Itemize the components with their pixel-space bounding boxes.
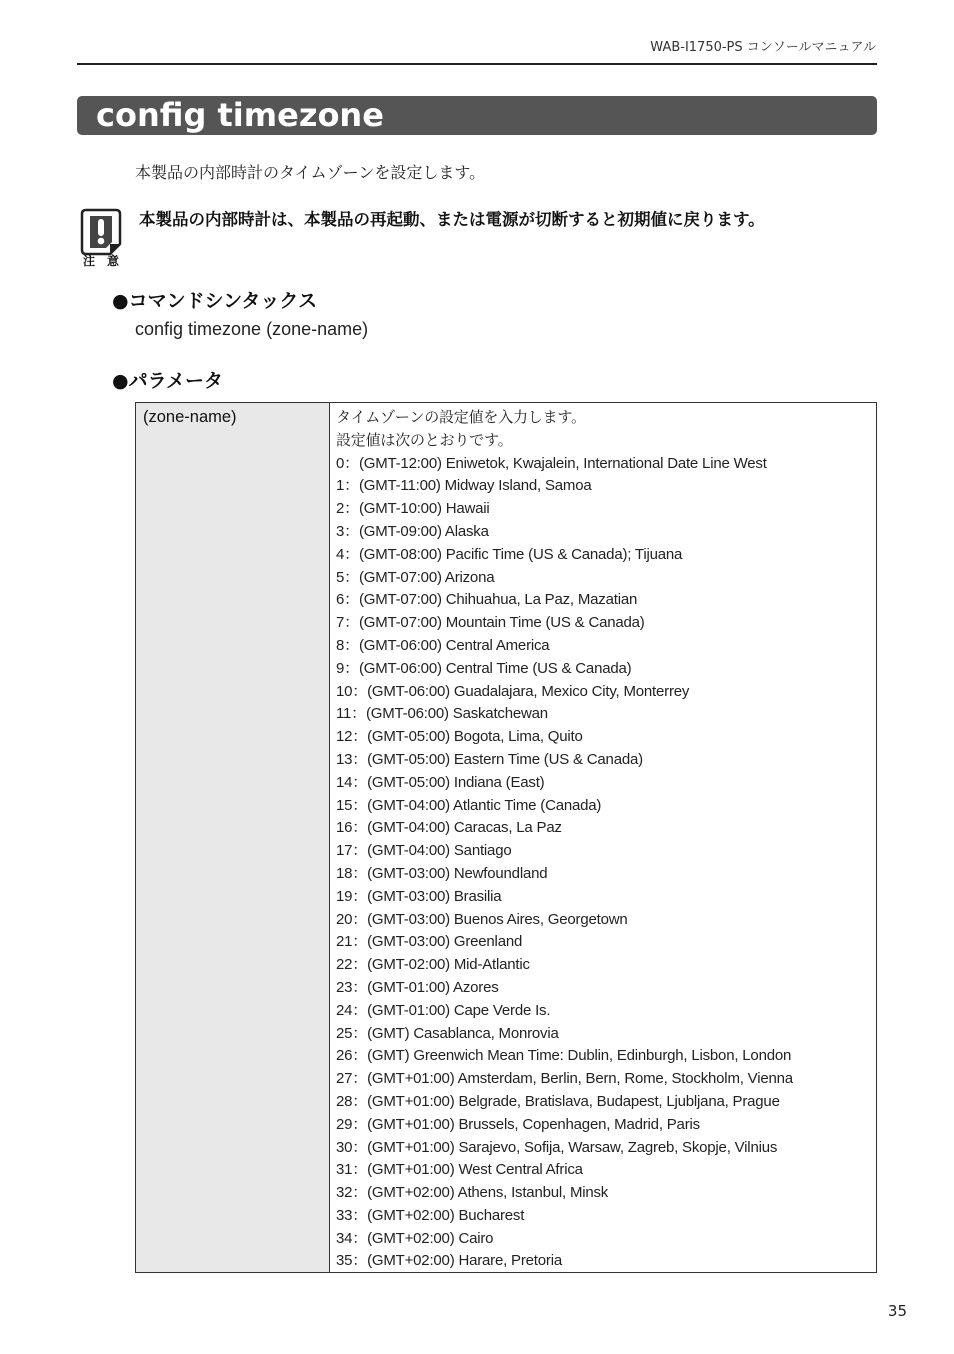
intro-text: 本製品の内部時計のタイムゾーンを設定します。: [135, 163, 486, 182]
description-line: 17：(GMT-04:00) Santiago: [336, 842, 512, 860]
description-line: 23：(GMT-01:00) Azores: [336, 978, 499, 996]
description-line: 22：(GMT-02:00) Mid-Atlantic: [336, 956, 530, 974]
caution-icon: [78, 206, 124, 268]
description-line: 14：(GMT-05:00) Indiana (East): [336, 773, 545, 791]
parameter-table: [135, 402, 877, 1273]
description-line: 13：(GMT-05:00) Eastern Time (US & Canada): [336, 750, 643, 768]
syntax-heading: ●コマンドシンタックス: [112, 290, 318, 312]
description-line: 18：(GMT-03:00) Newfoundland: [336, 864, 548, 882]
description-line: 7：(GMT-07:00) Mountain Time (US & Canada): [336, 614, 645, 632]
description-line: 12：(GMT-05:00) Bogota, Lima, Quito: [336, 728, 583, 746]
description-line: 21：(GMT-03:00) Greenland: [336, 933, 523, 951]
description-line: 0：(GMT-12:00) Eniwetok, Kwajalein, International Date Line West: [336, 454, 767, 472]
description-line: 16：(GMT-04:00) Caracas, La Paz: [336, 819, 562, 837]
description-line: 24：(GMT-01:00) Cape Verde Is.: [336, 1001, 551, 1019]
description-line: 29：(GMT+01:00) Brussels, Copenhagen, Madrid, Paris: [336, 1115, 700, 1133]
description-line: 31：(GMT+01:00) West Central Africa: [336, 1161, 583, 1179]
manual-title: WAB-I1750-PS コンソールマニュアル: [650, 40, 876, 55]
description-line: 5：(GMT-07:00) Arizona: [336, 568, 495, 586]
description-line: 34：(GMT+02:00) Cairo: [336, 1229, 494, 1247]
parameter-description: [336, 407, 872, 1273]
parameter-name: (zone-name): [143, 408, 237, 426]
description-line: 11：(GMT-06:00) Saskatchewan: [336, 705, 548, 723]
description-line: 25：(GMT) Casablanca, Monrovia: [336, 1024, 559, 1042]
description-line: 27：(GMT+01:00) Amsterdam, Berlin, Bern, Rome, Stockholm, Vienna: [336, 1070, 793, 1088]
description-line: 32：(GMT+02:00) Athens, Istanbul, Minsk: [336, 1184, 609, 1202]
syntax-command: config timezone (zone-name): [135, 319, 369, 339]
description-line: 8：(GMT-06:00) Central America: [336, 636, 550, 654]
parameter-name-cell: [136, 403, 330, 1272]
caution-text: 本製品の内部時計は、本製品の再起動、または電源が切断すると初期値に戻ります。: [139, 210, 765, 229]
description-line: タイムゾーンの設定値を入力します。: [336, 409, 586, 426]
page-title-bar: [77, 96, 877, 135]
caution-label: 注 意: [82, 254, 119, 268]
description-line: 10：(GMT-06:00) Guadalajara, Mexico City, Monterrey: [336, 682, 690, 700]
description-line: 設定値は次のとおりです。: [336, 431, 513, 449]
description-line: 28：(GMT+01:00) Belgrade, Bratislava, Budapest, Ljubljana, Prague: [336, 1092, 780, 1110]
parameters-heading: ●パラメータ: [112, 370, 224, 392]
header-divider: [77, 63, 877, 65]
description-line: 30：(GMT+01:00) Sarajevo, Sofija, Warsaw, Zagreb, Skopje, Vilnius: [336, 1138, 778, 1156]
description-line: 35：(GMT+02:00) Harare, Pretoria: [336, 1252, 562, 1270]
page-number: 35: [887, 1302, 907, 1320]
description-line: 9：(GMT-06:00) Central Time (US & Canada): [336, 659, 632, 677]
description-line: 26：(GMT) Greenwich Mean Time: Dublin, Edinburgh, Lisbon, London: [336, 1047, 792, 1065]
description-line: 2：(GMT-10:00) Hawaii: [336, 500, 490, 518]
description-line: 4：(GMT-08:00) Pacific Time (US & Canada); Tijuana: [336, 545, 683, 563]
description-line: 20：(GMT-03:00) Buenos Aires, Georgetown: [336, 910, 628, 928]
description-line: 6：(GMT-07:00) Chihuahua, La Paz, Mazatian: [336, 591, 638, 609]
description-line: 15：(GMT-04:00) Atlantic Time (Canada): [336, 796, 602, 814]
description-line: 1：(GMT-11:00) Midway Island, Samoa: [336, 477, 592, 495]
description-line: 3：(GMT-09:00) Alaska: [336, 522, 489, 540]
description-line: 19：(GMT-03:00) Brasilia: [336, 887, 502, 905]
page-title: config timezone: [96, 96, 384, 134]
description-line: 33：(GMT+02:00) Bucharest: [336, 1206, 525, 1224]
